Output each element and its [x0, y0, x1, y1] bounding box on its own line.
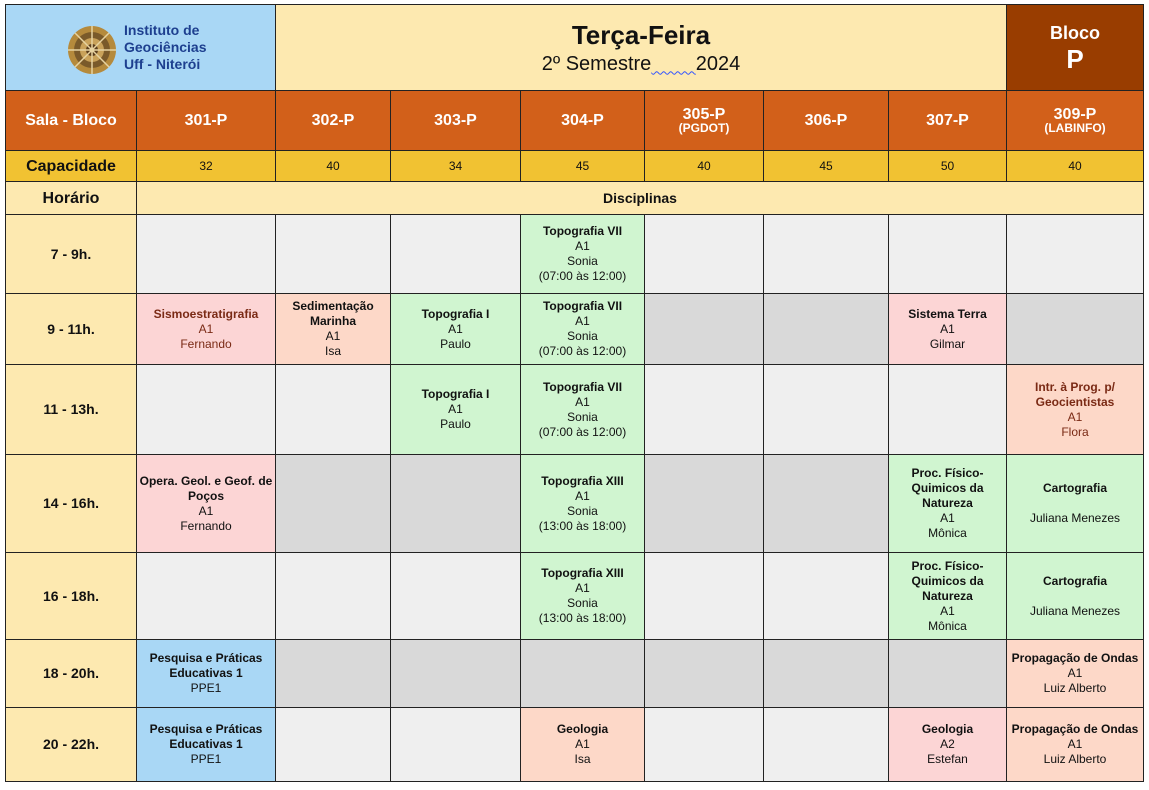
empty-slot-cell — [764, 365, 889, 455]
empty-slot-cell — [391, 553, 521, 640]
course-detail: Paulo — [440, 417, 471, 431]
class-cell — [137, 455, 276, 553]
course-name: Propagação de Ondas — [1011, 722, 1139, 736]
class-cell — [137, 294, 276, 365]
institute-logo-cell — [6, 5, 276, 91]
schedule-row — [6, 640, 1144, 708]
course-name: Pesquisa e Práticas Educativas 1 — [149, 722, 263, 751]
course-detail: Fernando — [180, 336, 232, 351]
empty-slot-cell — [1007, 215, 1144, 294]
empty-slot-cell — [276, 640, 391, 708]
empty-slot-cell — [764, 640, 889, 708]
course-name: Cartografia — [1042, 481, 1107, 495]
class-cell — [1007, 640, 1144, 708]
class-cell — [137, 640, 276, 708]
course-detail: A1 — [448, 321, 463, 336]
time-slot: 18 - 20h. — [6, 640, 137, 708]
course-detail: A2 — [940, 737, 955, 751]
empty-slot-cell — [276, 553, 391, 640]
capacity-value: 40 — [276, 151, 391, 182]
disciplines-header: Disciplinas — [137, 182, 1144, 215]
capacity-value: 34 — [391, 151, 521, 182]
day-title: Terça-Feira — [571, 19, 711, 50]
course-detail: Juliana Menezes — [1029, 603, 1121, 618]
course-name: Sistema Terra — [908, 306, 987, 321]
class-cell — [391, 294, 521, 365]
room-header-label: Sala - Bloco — [6, 91, 137, 151]
course-detail: Sonia — [567, 503, 598, 518]
schedule-body — [6, 215, 1144, 782]
course-detail: (07:00 às 12:00) — [538, 344, 627, 358]
empty-slot-cell — [521, 640, 645, 708]
empty-slot-cell — [276, 708, 391, 782]
course-detail: A1 — [1067, 666, 1083, 680]
course-detail: A1 — [940, 511, 955, 525]
class-cell — [889, 708, 1007, 782]
empty-slot-cell — [645, 708, 764, 782]
class-cell — [521, 553, 645, 640]
course-detail: Luiz Alberto — [1043, 752, 1107, 766]
class-cell — [137, 708, 276, 782]
schedule-row — [6, 708, 1144, 782]
course-name: Proc. Físico-Quimicos da Natureza — [911, 558, 984, 603]
capacity-value: 50 — [889, 151, 1007, 182]
capacity-value: 40 — [645, 151, 764, 182]
course-detail: A1 — [575, 488, 590, 503]
title-cell — [276, 5, 1007, 91]
schedule-row — [6, 294, 1144, 365]
empty-slot-cell — [645, 455, 764, 553]
time-slot: 7 - 9h. — [6, 215, 137, 294]
course-name: Sismoestratigrafia — [153, 306, 259, 321]
empty-slot-cell — [276, 455, 391, 553]
capacity-value: 45 — [764, 151, 889, 182]
room-header-309: 309-P (LABINFO) — [1007, 91, 1144, 151]
room-header-305: 305-P (PGDOT) — [645, 91, 764, 151]
class-cell — [521, 708, 645, 782]
ammonite-logo-icon — [62, 18, 118, 78]
course-detail: A1 — [448, 402, 463, 416]
course-detail: Gilmar — [929, 336, 966, 351]
empty-slot-cell — [645, 365, 764, 455]
course-name: Propagação de Ondas — [1011, 651, 1139, 665]
time-slot: 11 - 13h. — [6, 365, 137, 455]
empty-slot-cell — [645, 553, 764, 640]
course-detail: (13:00 às 18:00) — [538, 518, 627, 533]
class-cell — [889, 294, 1007, 365]
empty-slot-cell — [391, 455, 521, 553]
course-detail: A1 — [325, 329, 341, 343]
course-detail: PPE1 — [190, 681, 222, 695]
time-slot: 9 - 11h. — [6, 294, 137, 365]
course-name: Geologia — [556, 722, 609, 736]
empty-slot-cell — [764, 215, 889, 294]
class-cell — [521, 215, 645, 294]
room-header-row — [6, 91, 1144, 151]
course-name: Topografia XIII — [541, 566, 624, 580]
room-header-307: 307-P — [889, 91, 1007, 151]
course-detail: Paulo — [440, 336, 471, 351]
room-header-sub: (LABINFO) — [1044, 120, 1106, 135]
class-cell — [521, 365, 645, 455]
empty-slot-cell — [645, 294, 764, 365]
empty-slot-cell — [276, 365, 391, 455]
class-cell — [521, 294, 645, 365]
course-detail: A1 — [1067, 737, 1083, 751]
bloco-value: P — [1066, 43, 1084, 74]
schedule-header-row — [6, 182, 1144, 215]
institute-name-line: Geociências — [124, 39, 207, 55]
course-detail: Mônica — [928, 618, 967, 633]
schedule-row — [6, 455, 1144, 553]
course-detail: A1 — [575, 394, 590, 409]
institute-name-line: Uff - Niterói — [124, 56, 201, 72]
semester-year: 2024 — [695, 52, 741, 75]
course-name: Cartografia — [1042, 573, 1107, 588]
room-header-304: 304-P — [521, 91, 645, 151]
course-detail: A1 — [575, 314, 590, 328]
time-slot: 14 - 16h. — [6, 455, 137, 553]
course-detail: A1 — [198, 503, 214, 518]
course-name: Intr. à Prog. p/ Geocientistas — [1034, 379, 1115, 409]
empty-slot-cell — [764, 455, 889, 553]
course-detail: Sonia — [567, 329, 598, 343]
course-detail: Luiz Alberto — [1043, 681, 1107, 695]
course-detail: A1 — [1067, 409, 1083, 424]
empty-slot-cell — [391, 215, 521, 294]
course-name: Topografia VII — [542, 224, 623, 238]
institute-name — [124, 22, 207, 73]
class-cell — [1007, 708, 1144, 782]
course-detail: Sonia — [567, 254, 598, 268]
empty-slot-cell — [137, 365, 276, 455]
capacity-row — [6, 151, 1144, 182]
empty-slot-cell — [137, 215, 276, 294]
time-slot: 16 - 18h. — [6, 553, 137, 640]
empty-slot-cell — [764, 294, 889, 365]
empty-slot-cell — [764, 708, 889, 782]
bloco-cell — [1007, 5, 1144, 91]
class-cell — [1007, 365, 1144, 455]
course-detail — [1007, 496, 1143, 511]
class-cell — [276, 294, 391, 365]
course-name: Proc. Físico-Quimicos da Natureza — [911, 466, 984, 510]
empty-slot-cell — [137, 553, 276, 640]
empty-slot-cell — [889, 640, 1007, 708]
semester-label: 2º Semestre — [541, 52, 652, 75]
schedule-row — [6, 553, 1144, 640]
course-name: Pesquisa e Práticas Educativas 1 — [149, 651, 263, 680]
course-detail: A1 — [575, 581, 590, 595]
empty-slot-cell — [391, 708, 521, 782]
class-cell — [521, 455, 645, 553]
class-cell — [1007, 553, 1144, 640]
course-detail: Isa — [574, 752, 591, 766]
empty-slot-cell — [391, 640, 521, 708]
course-detail: (07:00 às 12:00) — [538, 424, 627, 439]
course-name: Geologia — [921, 722, 974, 736]
course-name: Topografia I — [421, 387, 490, 401]
course-detail — [1007, 589, 1143, 604]
course-detail: Fernando — [180, 518, 232, 533]
empty-slot-cell — [1007, 294, 1144, 365]
institute-name-line: Instituto de — [124, 22, 200, 38]
course-detail: (07:00 às 12:00) — [538, 269, 627, 283]
course-name: Topografia I — [421, 306, 490, 321]
course-detail: (13:00 às 18:00) — [538, 611, 627, 625]
capacity-value: 40 — [1007, 151, 1144, 182]
class-cell — [1007, 455, 1144, 553]
capacity-value: 32 — [137, 151, 276, 182]
empty-slot-cell — [764, 553, 889, 640]
course-detail: A1 — [198, 321, 214, 336]
room-header-301: 301-P — [137, 91, 276, 151]
course-name: Topografia VII — [542, 379, 623, 394]
empty-slot-cell — [276, 215, 391, 294]
course-detail: Sonia — [567, 596, 598, 610]
capacity-label: Capacidade — [6, 151, 137, 182]
course-detail: A1 — [940, 321, 955, 336]
empty-slot-cell — [889, 365, 1007, 455]
room-header-306: 306-P — [764, 91, 889, 151]
course-detail: Estefan — [927, 752, 968, 766]
course-name: Topografia VII — [542, 299, 623, 313]
capacity-value: 45 — [521, 151, 645, 182]
course-detail: Mônica — [928, 526, 967, 540]
course-name: Topografia XIII — [541, 473, 624, 488]
time-slot: 20 - 22h. — [6, 708, 137, 782]
title-row — [6, 5, 1144, 91]
course-name: Opera. Geol. e Geof. de Poços — [139, 473, 273, 503]
class-cell — [889, 553, 1007, 640]
schedule-sheet — [5, 4, 1144, 782]
empty-slot-cell — [645, 215, 764, 294]
course-name: Sedimentação Marinha — [292, 299, 374, 328]
empty-slot-cell — [645, 640, 764, 708]
course-detail: A1 — [575, 239, 590, 253]
course-detail: PPE1 — [190, 752, 222, 766]
class-cell — [391, 365, 521, 455]
bloco-label: Bloco — [1049, 22, 1100, 43]
room-header-sub: (PGDOT) — [678, 120, 730, 135]
course-detail: A1 — [940, 603, 955, 618]
room-header-303: 303-P — [391, 91, 521, 151]
schedule-row — [6, 365, 1144, 455]
semester-subtitle — [276, 51, 1006, 77]
course-detail: Isa — [324, 344, 341, 358]
course-detail: Sonia — [567, 409, 598, 424]
schedule-row — [6, 215, 1144, 294]
course-detail: A1 — [575, 737, 590, 751]
schedule-table — [5, 4, 1144, 782]
room-header-302: 302-P — [276, 91, 391, 151]
empty-slot-cell — [889, 215, 1007, 294]
class-cell — [889, 455, 1007, 553]
course-detail: Flora — [1061, 424, 1089, 439]
course-detail: Juliana Menezes — [1029, 511, 1121, 525]
time-column-header: Horário — [6, 182, 137, 215]
